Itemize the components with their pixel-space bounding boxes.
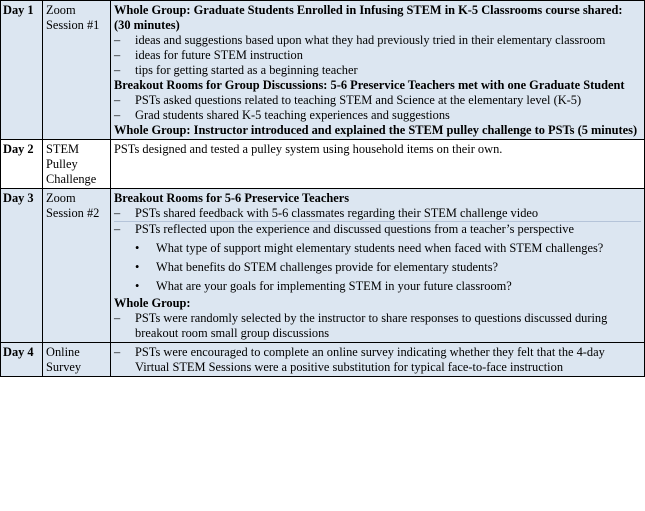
list-item: – tips for getting started as a beginning teacher bbox=[114, 63, 641, 78]
table-row bbox=[1, 1, 645, 140]
dash-list bbox=[114, 345, 641, 375]
list-item bbox=[114, 221, 641, 294]
table-row bbox=[1, 189, 645, 343]
dash-list bbox=[114, 311, 641, 341]
activity-cell: Online Survey bbox=[43, 343, 111, 377]
description-cell bbox=[111, 343, 645, 377]
section-heading: Whole Group: bbox=[114, 296, 191, 310]
description-cell bbox=[111, 1, 645, 140]
table-row bbox=[1, 343, 645, 377]
question-item: • What type of support might elementary students need when faced with STEM challenges? bbox=[135, 241, 641, 256]
section-heading: Whole Group: Graduate Students Enrolled in Infusing STEM in K-5 Classrooms course shared: (30 minutes) bbox=[114, 3, 623, 32]
section-heading: Breakout Rooms for Group Discussions: 5-6 Preservice Teachers met with one Graduate Student bbox=[114, 78, 625, 92]
list-item: – PSTs shared feedback with 5-6 classmates regarding their STEM challenge video bbox=[114, 206, 641, 221]
description-cell: PSTs designed and tested a pulley system using household items on their own. bbox=[111, 140, 645, 189]
list-item-text: PSTs reflected upon the experience and discussed questions from a teacher’s perspective bbox=[135, 222, 574, 236]
question-item: • What are your goals for implementing STEM in your future classroom? bbox=[135, 279, 641, 294]
question-item: • What benefits do STEM challenges provide for elementary students? bbox=[135, 260, 641, 275]
question-list bbox=[135, 241, 641, 294]
list-item: – PSTs were encouraged to complete an online survey indicating whether they felt that the 4-day Virtual STEM Sessions were a positive substitution for typical face-to-face instruction bbox=[114, 345, 641, 375]
day-cell: Day 1 bbox=[1, 1, 43, 140]
dash-list bbox=[114, 206, 641, 294]
section-heading: Breakout Rooms for 5-6 Preservice Teachers bbox=[114, 191, 350, 205]
day-cell: Day 2 bbox=[1, 140, 43, 189]
list-item: – PSTs asked questions related to teaching STEM and Science at the elementary level (K-5) bbox=[114, 93, 641, 108]
day-cell: Day 4 bbox=[1, 343, 43, 377]
list-item: – ideas for future STEM instruction bbox=[114, 48, 641, 63]
section-heading: Whole Group: Instructor introduced and explained the STEM pulley challenge to PSTs (5 minutes) bbox=[114, 123, 638, 137]
table-row bbox=[1, 140, 645, 189]
activity-cell: Zoom Session #2 bbox=[43, 189, 111, 343]
dash-list bbox=[114, 93, 641, 123]
dash-list bbox=[114, 33, 641, 78]
day-cell: Day 3 bbox=[1, 189, 43, 343]
list-item: – Grad students shared K-5 teaching experiences and suggestions bbox=[114, 108, 641, 123]
list-item: – PSTs were randomly selected by the instructor to share responses to questions discussed during breakout room small group discussions bbox=[114, 311, 641, 341]
description-cell bbox=[111, 189, 645, 343]
activity-cell: STEM Pulley Challenge bbox=[43, 140, 111, 189]
list-item: – ideas and suggestions based upon what they had previously tried in their elementary classroom bbox=[114, 33, 641, 48]
activity-cell: Zoom Session #1 bbox=[43, 1, 111, 140]
